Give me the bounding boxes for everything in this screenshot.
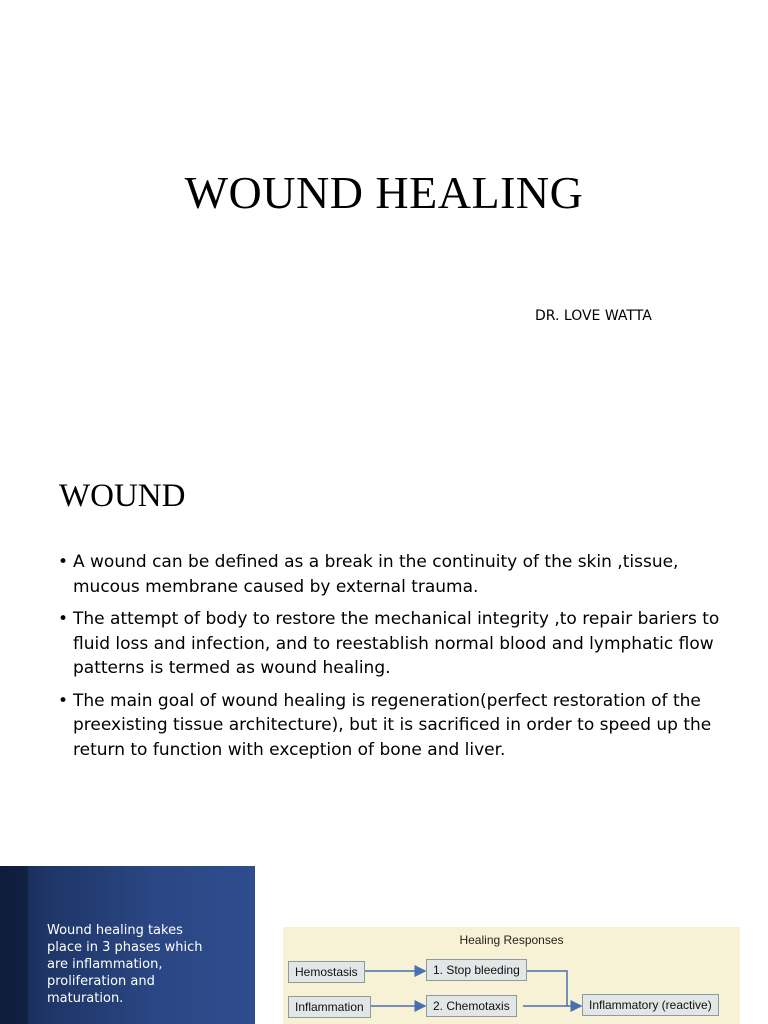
slide-title: WOUND HEALING [184, 167, 584, 218]
hemostasis-box: Hemostasis [288, 961, 365, 983]
bullet-item [58, 689, 738, 763]
inflammatory-reactive-box: Inflammatory (reactive) [582, 994, 719, 1016]
bullet-text: The attempt of body to restore the mechanical integrity ,to repair bariers to fluid loss and infection, and to reestablish normal blood and lymphatic flow patterns is termed as wound healing. [73, 609, 720, 678]
bullet-list [58, 550, 738, 770]
title-slide [0, 0, 768, 432]
bullet-text: The main goal of wound healing is regeneration(perfect restoration of the preexisting tissue architecture), but it is sacrificed in order to speed up the return to function with exception of bone and liver. [73, 690, 712, 760]
arrow-merge [521, 971, 567, 1006]
healing-responses-diagram [283, 927, 740, 1024]
info-panel [0, 866, 255, 1024]
bullet-marker: • [58, 609, 69, 629]
author-name: DR. LOVE WATTA [535, 308, 652, 324]
bullet-text: A wound can be defined as a break in the continuity of the skin ,tissue, mucous membrane caused by external trauma. [73, 552, 679, 597]
panel-text: Wound healing takes place in 3 phases which are inflammation, proliferation and maturation. [47, 923, 203, 1006]
healing-phases-slide [0, 864, 768, 1024]
bullet-item [58, 550, 738, 599]
diagram-title: Healing Responses [459, 933, 564, 947]
slide-heading: WOUND [59, 478, 186, 514]
wound-definition-slide [0, 432, 768, 864]
bullet-item [58, 607, 738, 681]
chemotaxis-box: 2. Chemotaxis [426, 995, 517, 1017]
bullet-marker: • [58, 552, 69, 572]
stop-bleeding-box: 1. Stop bleeding [426, 959, 527, 981]
inflammation-box: Inflammation [288, 996, 371, 1018]
bullet-marker: • [58, 690, 69, 711]
panel-stripe [0, 866, 28, 1024]
